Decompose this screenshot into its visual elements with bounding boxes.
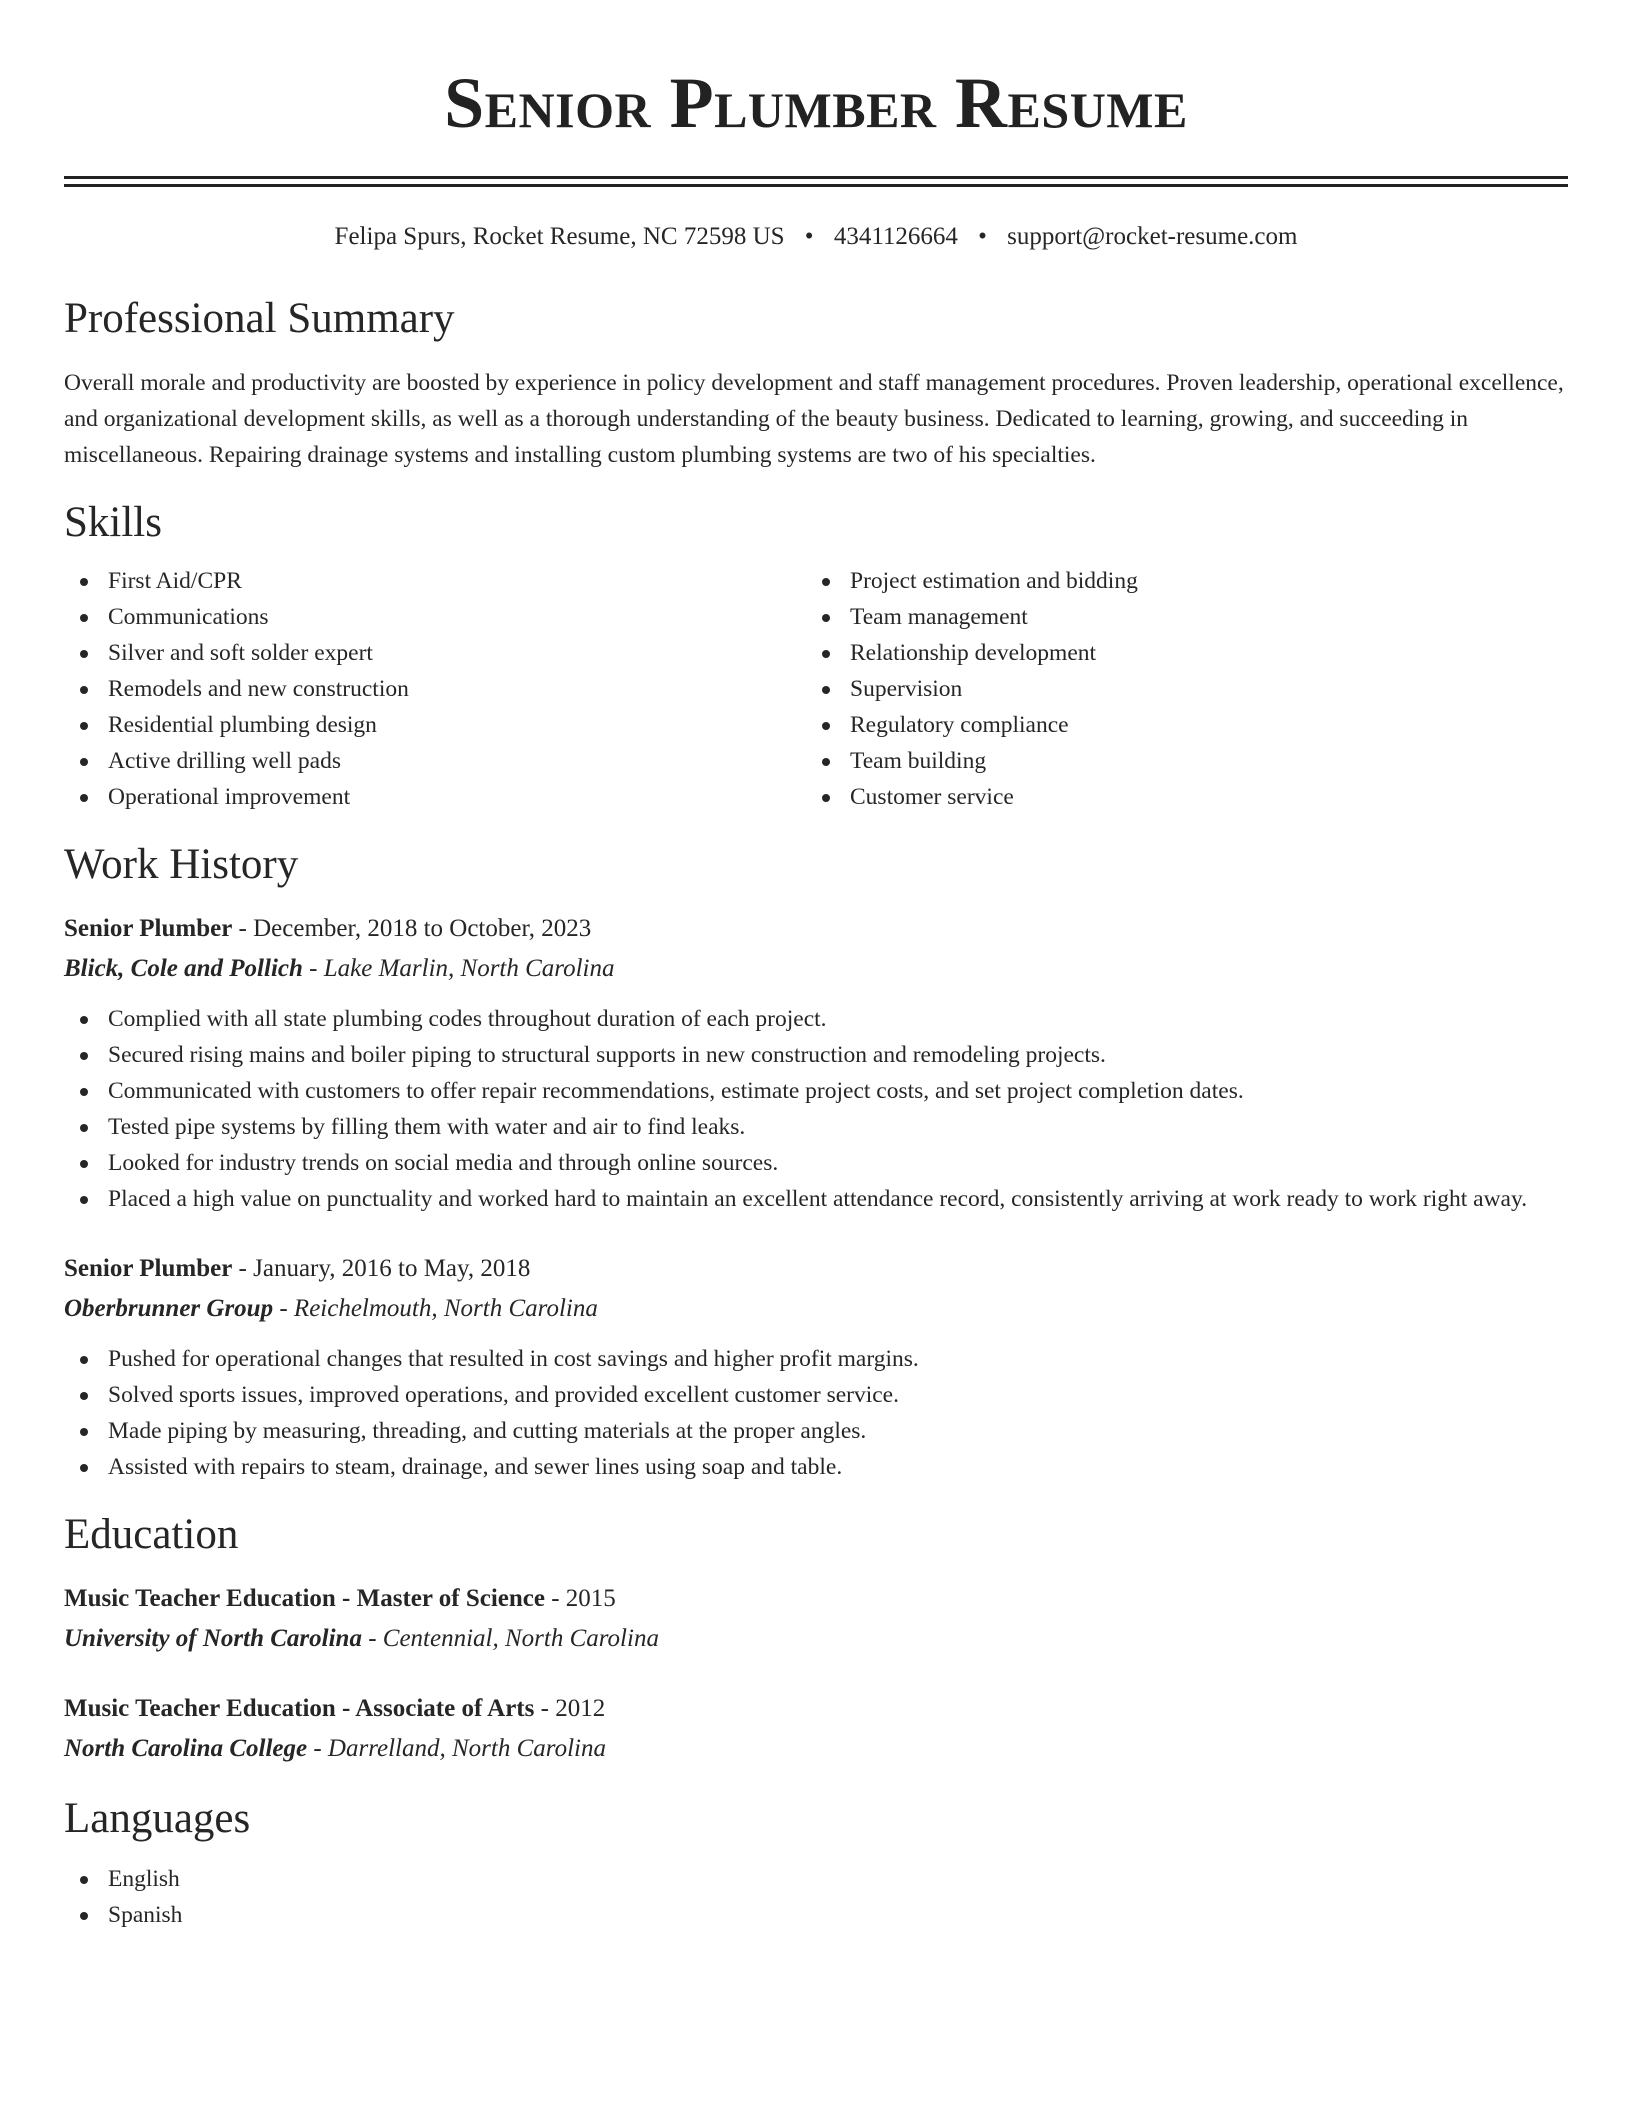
degree: Music Teacher Education - Master of Science bbox=[64, 1585, 545, 1612]
skill-item: Team management bbox=[806, 599, 1548, 635]
job-bullet: Communicated with customers to offer repair recommendations, estimate project costs, and set project completion dates. bbox=[64, 1073, 1568, 1109]
job-title-line bbox=[64, 909, 1568, 949]
education-entry bbox=[64, 1689, 1568, 1769]
summary-heading: Professional Summary bbox=[64, 295, 455, 342]
job-company: Blick, Cole and Pollich bbox=[64, 955, 303, 982]
job-bullet: Solved sports issues, improved operations, and provided excellent customer service. bbox=[64, 1377, 1568, 1413]
contact-separator: • bbox=[978, 223, 987, 250]
skill-item: Team building bbox=[806, 743, 1548, 779]
skill-item: Project estimation and bidding bbox=[806, 563, 1548, 599]
job-location: - Lake Marlin, North Carolina bbox=[302, 955, 615, 982]
job-location: - Reichelmouth, North Carolina bbox=[273, 1295, 598, 1322]
degree: Music Teacher Education - Associate of Arts bbox=[64, 1695, 535, 1722]
language-item: English bbox=[64, 1861, 1568, 1897]
skill-item: First Aid/CPR bbox=[64, 563, 806, 599]
skill-item: Customer service bbox=[806, 779, 1548, 815]
job-bullets bbox=[64, 1001, 1568, 1217]
skill-item: Residential plumbing design bbox=[64, 707, 806, 743]
contact-phone: 4341126664 bbox=[833, 223, 958, 250]
skill-item: Communications bbox=[64, 599, 806, 635]
job-bullet: Pushed for operational changes that resulted in cost savings and higher profit margins. bbox=[64, 1341, 1568, 1377]
education-heading: Education bbox=[64, 1511, 239, 1558]
job-title: Senior Plumber bbox=[64, 915, 233, 942]
job-bullets bbox=[64, 1341, 1568, 1485]
title-double-rule bbox=[64, 176, 1568, 187]
degree-line bbox=[64, 1689, 1568, 1729]
skills-column-left bbox=[64, 563, 806, 815]
languages-list bbox=[64, 1861, 1568, 1933]
job-bullet: Placed a high value on punctuality and worked hard to maintain an excellent attendance record, consistently arriving at work ready to work right away. bbox=[64, 1181, 1568, 1217]
job-company-line bbox=[64, 1289, 1568, 1329]
school: University of North Carolina bbox=[64, 1625, 362, 1652]
school-line bbox=[64, 1619, 1568, 1659]
contact-address: Felipa Spurs, Rocket Resume, NC 72598 US bbox=[334, 223, 785, 250]
job-title: Senior Plumber bbox=[64, 1255, 233, 1282]
summary-text: Overall morale and productivity are boosted by experience in policy development and staff management procedures. Proven leadership, operational excellence, and organizational development skills, as well as a thorough understanding of the beauty business. Dedicated to learning, growing, and succeeding in miscellaneous. Repairing drainage systems and installing custom plumbing systems are two of his specialties. bbox=[64, 370, 1564, 468]
job-bullet: Tested pipe systems by filling them with water and air to find leaks. bbox=[64, 1109, 1568, 1145]
job-company: Oberbrunner Group bbox=[64, 1295, 274, 1322]
skill-item: Regulatory compliance bbox=[806, 707, 1548, 743]
job-entry bbox=[64, 1249, 1568, 1485]
skill-item: Remodels and new construction bbox=[64, 671, 806, 707]
language-item: Spanish bbox=[64, 1897, 1568, 1933]
job-dates: - January, 2016 to May, 2018 bbox=[232, 1255, 531, 1282]
job-company-line bbox=[64, 949, 1568, 989]
school-line bbox=[64, 1729, 1568, 1769]
degree-year: - 2015 bbox=[544, 1585, 616, 1612]
school-location: - Centennial, North Carolina bbox=[361, 1625, 659, 1652]
job-dates: - December, 2018 to October, 2023 bbox=[232, 915, 592, 942]
job-bullet: Looked for industry trends on social media and through online sources. bbox=[64, 1145, 1568, 1181]
skill-item: Active drilling well pads bbox=[64, 743, 806, 779]
resume-title: Senior Plumber Resume bbox=[444, 63, 1188, 143]
skill-item: Silver and soft solder expert bbox=[64, 635, 806, 671]
skill-item: Relationship development bbox=[806, 635, 1548, 671]
skill-item: Operational improvement bbox=[64, 779, 806, 815]
job-bullet: Complied with all state plumbing codes throughout duration of each project. bbox=[64, 1001, 1568, 1037]
skills-column-right bbox=[806, 563, 1548, 815]
languages-heading: Languages bbox=[64, 1795, 251, 1842]
degree-line bbox=[64, 1579, 1568, 1619]
skills-list bbox=[64, 563, 1568, 815]
contact-line bbox=[64, 221, 1568, 253]
school-location: - Darrelland, North Carolina bbox=[307, 1735, 606, 1762]
contact-separator: • bbox=[804, 223, 814, 250]
job-bullet: Assisted with repairs to steam, drainage, and sewer lines using soap and table. bbox=[64, 1449, 1568, 1485]
job-bullet: Secured rising mains and boiler piping to structural supports in new construction and remodeling projects. bbox=[64, 1037, 1568, 1073]
job-entry bbox=[64, 909, 1568, 1217]
skill-item: Supervision bbox=[806, 671, 1548, 707]
contact-email: support@rocket-resume.com bbox=[1007, 223, 1298, 250]
education-entry bbox=[64, 1579, 1568, 1659]
job-bullet: Made piping by measuring, threading, and cutting materials at the proper angles. bbox=[64, 1413, 1568, 1449]
skills-heading: Skills bbox=[64, 499, 162, 546]
job-title-line bbox=[64, 1249, 1568, 1289]
school: North Carolina College bbox=[64, 1735, 308, 1762]
degree-year: - 2012 bbox=[534, 1695, 606, 1722]
work-history-heading: Work History bbox=[64, 841, 299, 888]
